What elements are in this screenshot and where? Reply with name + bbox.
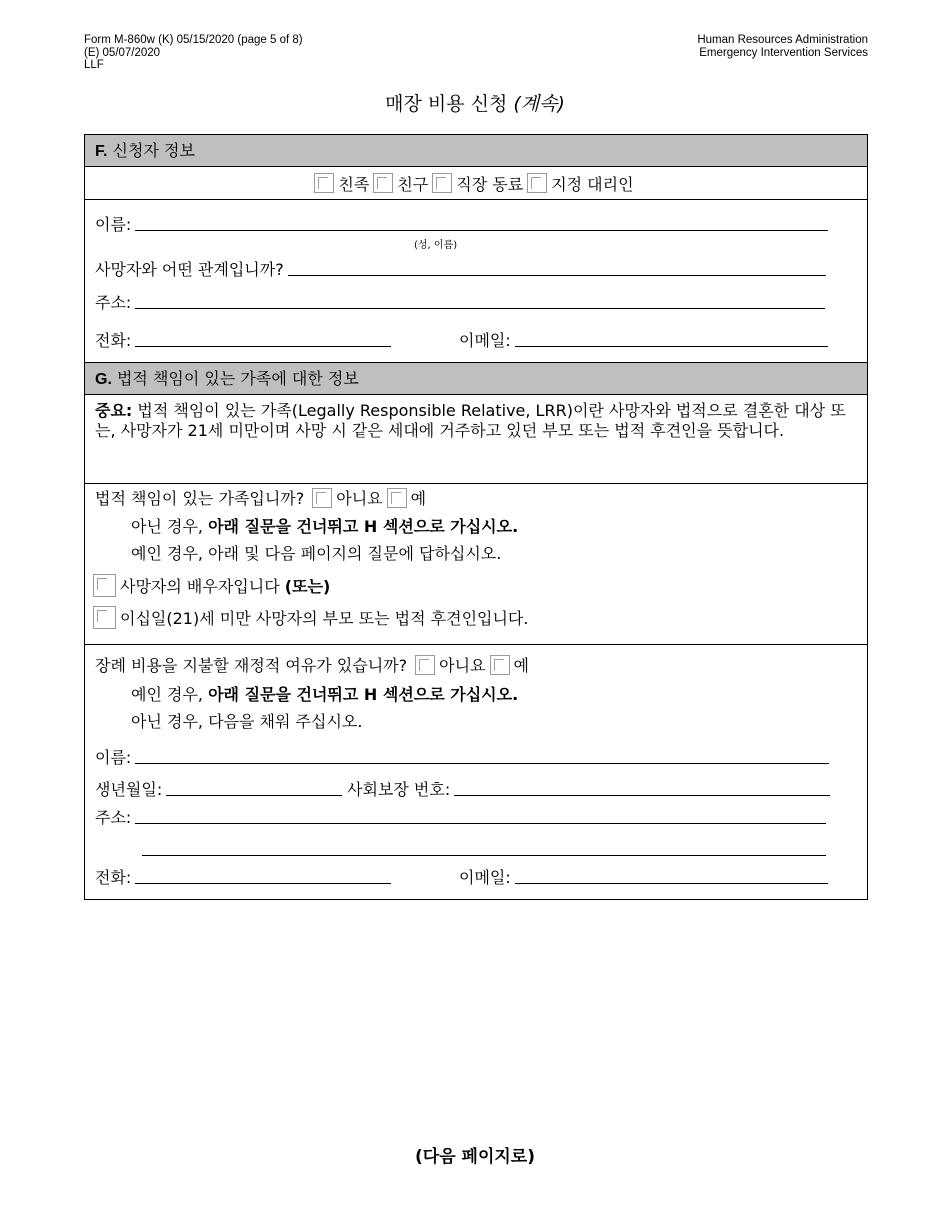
lrr-no-instruction — [131, 514, 518, 537]
relative-label: 친족 — [338, 174, 370, 194]
lrr-question-row — [95, 486, 426, 509]
important-text: 법적 책임이 있는 가족(Legally Responsible Relative, LRR)이란 사망자와 법적으로 결혼한 대상 또는, 사망자가 21세 미만이며 사망 시 같은 세대에 거주하고 있던 부모 또는 법적 후견인을 뜻합니다. — [95, 401, 846, 440]
friend-label: 친구 — [397, 174, 429, 194]
lrr-ssn-row — [347, 777, 830, 800]
agency-division: Emergency Intervention Services — [699, 46, 868, 59]
lrr-definition — [85, 395, 867, 441]
applicant-email-label: 이메일: — [459, 331, 511, 350]
spouse-checkbox[interactable] — [93, 574, 116, 597]
relationship-label: 사망자와 어떤 관계입니까? — [95, 260, 284, 279]
financial-yes-label: 예 — [513, 656, 529, 675]
lrr-no-instruction-prefix: 아닌 경우, — [131, 517, 203, 536]
lrr-yes-checkbox[interactable] — [387, 488, 407, 508]
form-english-date: (E) 05/07/2020 — [84, 46, 161, 59]
financial-no-checkbox[interactable] — [415, 655, 435, 675]
applicant-email-field[interactable] — [515, 345, 828, 347]
friend-checkbox[interactable] — [373, 173, 393, 193]
lrr-dob-field[interactable] — [166, 794, 342, 796]
financial-no-instruction: 아닌 경우, 다음을 채워 주십시오. — [131, 712, 363, 731]
coworker-label: 직장 동료 — [456, 174, 524, 194]
agency-name: Human Resources Administration — [697, 34, 868, 46]
form-number: Form M-860w (K) 05/15/2020 (page 5 of 8) — [84, 34, 303, 46]
applicant-phone-label: 전화: — [95, 331, 132, 350]
parent-option-row — [93, 606, 528, 629]
page-title — [0, 89, 950, 116]
lrr-email-row — [459, 865, 828, 888]
option-friend[interactable] — [373, 172, 428, 195]
lrr-definition-block — [85, 395, 867, 484]
applicant-address-field[interactable] — [135, 307, 825, 309]
lrr-phone-row — [95, 865, 391, 888]
financial-question: 장례 비용을 지불할 재정적 여유가 있습니까? — [95, 656, 408, 675]
lrr-no-instruction-bold: 아래 질문을 건너뛰고 H 섹션으로 가십시오. — [208, 517, 519, 536]
lrr-yes-instruction: 예인 경우, 아래 및 다음 페이지의 질문에 답하십시오. — [131, 544, 502, 563]
form-code: LLF — [84, 59, 104, 71]
lrr-name-row — [95, 745, 829, 768]
lrr-email-label: 이메일: — [459, 868, 511, 887]
name-format-hint: (성, 이름) — [414, 240, 458, 251]
applicant-phone-row — [95, 328, 391, 351]
option-coworker[interactable] — [432, 172, 523, 195]
section-f-header — [85, 135, 867, 167]
lrr-ssn-field[interactable] — [454, 794, 830, 796]
applicant-name-field[interactable] — [135, 229, 828, 231]
financial-ability-block — [85, 645, 867, 899]
lrr-question-block — [85, 484, 867, 645]
lrr-email-field[interactable] — [515, 882, 828, 884]
coworker-checkbox[interactable] — [432, 173, 452, 193]
relative-checkbox[interactable] — [314, 173, 334, 193]
form-id-header — [84, 34, 303, 72]
applicant-info-block — [85, 200, 867, 363]
applicant-phone-field[interactable] — [135, 345, 391, 347]
section-g-header — [85, 363, 867, 395]
lrr-no-label: 아니요 — [336, 489, 383, 508]
lrr-address-field-line2[interactable] — [142, 855, 826, 856]
section-f-title: 신청자 정보 — [107, 141, 195, 160]
lrr-no-checkbox[interactable] — [312, 488, 332, 508]
applicant-type-options — [85, 167, 867, 200]
section-f-letter: F. — [95, 143, 108, 160]
lrr-phone-label: 전화: — [95, 868, 132, 887]
lrr-dob-row — [95, 777, 342, 800]
option-designated-agent[interactable] — [527, 172, 633, 195]
spouse-option-row — [93, 574, 330, 597]
designated-agent-checkbox[interactable] — [527, 173, 547, 193]
lrr-address-field[interactable] — [135, 822, 826, 824]
relationship-field[interactable] — [288, 274, 826, 276]
lrr-dob-label: 생년월일: — [95, 780, 163, 799]
designated-agent-label: 지정 대리인 — [551, 174, 634, 194]
section-g-title: 법적 책임이 있는 가족에 대한 정보 — [111, 369, 359, 388]
lrr-ssn-label: 사회보장 번호: — [347, 780, 451, 799]
page-title-continued: (계속) — [513, 93, 565, 115]
continued-next-page: (다음 페이지로) — [415, 1147, 535, 1167]
relationship-row — [95, 257, 826, 280]
lrr-question: 법적 책임이 있는 가족입니까? — [95, 489, 305, 508]
spouse-label: 사망자의 배우자입니다 — [120, 577, 280, 596]
financial-yes-instruction — [131, 682, 518, 705]
lrr-address-row — [95, 805, 826, 828]
applicant-email-row — [459, 328, 828, 351]
financial-yes-instruction-bold: 아래 질문을 건너뛰고 H 섹션으로 가십시오. — [208, 685, 519, 704]
lrr-name-label: 이름: — [95, 748, 132, 767]
financial-question-row — [95, 653, 529, 676]
spouse-or-label: (또는) — [284, 577, 331, 596]
lrr-name-field[interactable] — [135, 762, 829, 764]
applicant-address-label: 주소: — [95, 293, 132, 312]
financial-yes-checkbox[interactable] — [490, 655, 510, 675]
lrr-phone-field[interactable] — [135, 882, 391, 884]
parent-guardian-checkbox[interactable] — [93, 606, 116, 629]
applicant-name-row — [95, 212, 828, 235]
lrr-address-label: 주소: — [95, 808, 132, 827]
page-title-main: 매장 비용 신청 — [385, 93, 514, 115]
agency-header — [697, 34, 868, 59]
section-g-letter: G. — [95, 371, 112, 388]
application-form — [84, 134, 868, 900]
financial-no-label: 아니요 — [439, 656, 486, 675]
lrr-yes-label: 예 — [410, 489, 427, 508]
financial-yes-instruction-prefix: 예인 경우, — [131, 685, 203, 704]
important-label: 중요: — [95, 401, 133, 420]
parent-guardian-label: 이십일(21)세 미만 사망자의 부모 또는 법적 후견인입니다. — [120, 609, 529, 628]
applicant-address-row — [95, 290, 825, 313]
option-relative[interactable] — [314, 172, 369, 195]
applicant-name-label: 이름: — [95, 215, 132, 234]
